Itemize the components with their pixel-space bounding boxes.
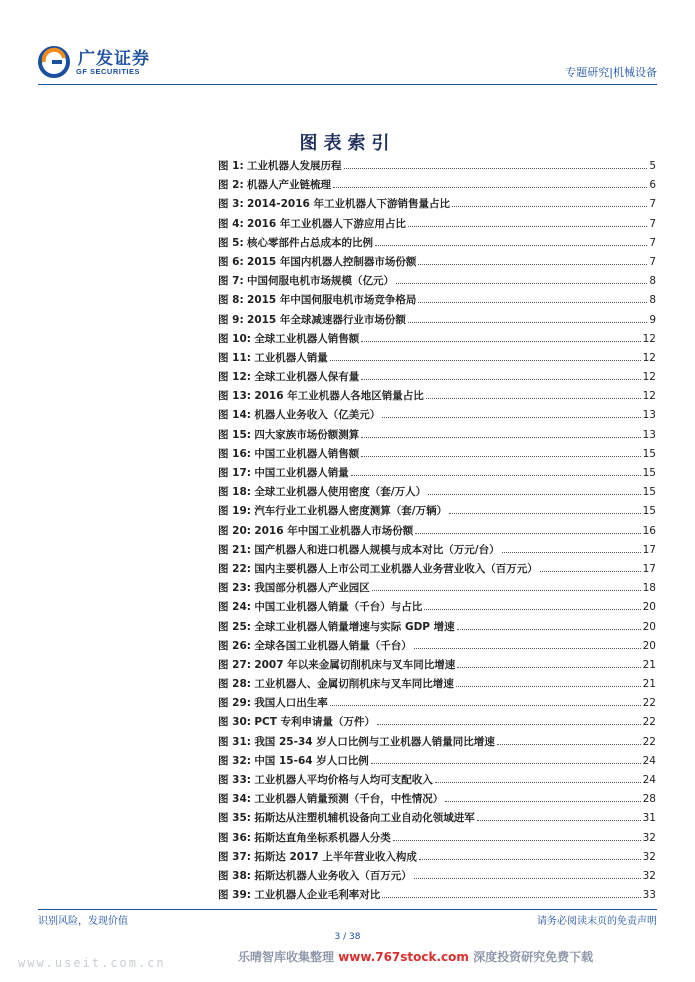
page-number: 3 / 38 (334, 932, 361, 942)
toc-row[interactable] (218, 657, 656, 676)
toc-label (218, 849, 417, 864)
toc-row[interactable] (218, 542, 656, 561)
toc-label (218, 695, 328, 710)
figure-number: 图 22: (218, 562, 251, 575)
figure-title: PCT 专利申请量（万件） (254, 716, 376, 729)
dot-leader (396, 283, 647, 284)
dot-leader (456, 686, 641, 687)
toc-label (218, 196, 450, 211)
dot-leader (414, 878, 641, 879)
report-category: 专题研究|机械设备 (565, 66, 657, 79)
dot-leader (540, 571, 641, 572)
toc-row[interactable] (218, 849, 656, 868)
figure-number: 图 29: (218, 697, 251, 710)
dot-leader (449, 513, 640, 514)
page-ref: 7 (649, 217, 656, 230)
figure-title: 中国 15-64 岁人口比例 (254, 754, 369, 767)
figure-number: 图 1: (218, 160, 244, 172)
figure-title: 工业机器人销量 (254, 351, 328, 364)
toc-row[interactable] (218, 484, 656, 503)
toc-label (218, 292, 416, 307)
footer-slogan: 识别风险，发现价值 (38, 916, 128, 927)
toc-label (218, 427, 359, 442)
figure-number: 图 27: (218, 658, 251, 671)
figure-number: 图 5: (218, 236, 244, 249)
figure-title: 我国 25-34 岁人口比例与工业机器人销量同比增速 (254, 735, 495, 748)
toc-row[interactable] (218, 619, 656, 638)
page-ref: 15 (642, 447, 656, 460)
toc-label (218, 810, 475, 825)
toc-label (218, 312, 406, 327)
dot-leader (457, 667, 640, 668)
dot-leader (435, 782, 641, 783)
dot-leader (502, 552, 641, 553)
toc-label (218, 561, 538, 576)
figure-number: 图 37: (218, 850, 251, 863)
figure-title: 2015 年国内机器人控制器市场份额 (247, 255, 417, 268)
figure-number: 图 33: (218, 774, 251, 786)
page-ref: 6 (649, 179, 656, 192)
figure-number: 图 2: (218, 179, 244, 192)
figure-number: 图 25: (218, 620, 251, 633)
watermark-url[interactable]: www.767stock.com (338, 950, 469, 964)
page-ref: 15 (642, 505, 656, 518)
figure-title: 2016 年中国工业机器人市场份额 (254, 524, 414, 537)
toc-label (218, 830, 391, 845)
toc-label (218, 753, 369, 768)
figure-title: 机器人产业链梳理 (247, 179, 332, 192)
dot-leader (415, 533, 640, 534)
toc-row[interactable] (218, 810, 656, 829)
figure-title: 工业机器人、金属切削机床与叉车同比增速 (254, 678, 454, 691)
figure-title: 汽车行业工业机器人密度测算（套/万辆） (254, 505, 448, 518)
toc-row[interactable] (218, 714, 656, 733)
toc-row[interactable] (218, 753, 656, 772)
figure-number: 图 17: (218, 467, 251, 479)
dot-leader (361, 456, 640, 457)
page-ref: 21 (642, 678, 656, 691)
page-ref: 13 (642, 428, 656, 441)
figure-title: 国内主要机器人上市公司工业机器人业务营业收入（百万元） (254, 562, 538, 575)
page-ref: 7 (649, 236, 656, 249)
toc-row[interactable] (218, 388, 656, 407)
figure-number: 图 39: (218, 889, 251, 902)
figure-number: 图 32: (218, 754, 251, 767)
toc-row[interactable] (218, 312, 656, 331)
figure-number: 图 7: (218, 275, 244, 288)
toc-row[interactable] (218, 772, 656, 791)
toc-label (218, 868, 412, 883)
dot-leader (419, 859, 641, 860)
figure-number: 图 21: (218, 543, 251, 556)
figure-number: 图 19: (218, 505, 251, 518)
page-ref: 15 (642, 486, 656, 499)
figure-title: 2015 年全球减速器行业市场份额 (247, 313, 406, 326)
dot-leader (414, 648, 641, 649)
page-ref: 22 (642, 735, 656, 748)
dot-leader (445, 801, 640, 802)
toc-row[interactable] (218, 273, 656, 292)
page-ref: 21 (642, 658, 656, 671)
dot-leader (477, 820, 641, 821)
dot-leader (418, 302, 647, 303)
figure-title: 我国人口出生率 (254, 697, 328, 710)
figure-number: 图 6: (218, 255, 244, 268)
figure-title: 全球各国工业机器人销量（千台） (254, 639, 412, 652)
page-ref: 15 (642, 467, 656, 479)
figure-title: 全球工业机器人销量增速与实际 GDP 增速 (254, 620, 455, 633)
toc-row[interactable] (218, 695, 656, 714)
toc-row[interactable] (218, 868, 656, 887)
footer-divider (38, 909, 657, 910)
page-ref: 9 (649, 313, 656, 326)
toc-label (218, 523, 413, 538)
dot-leader (408, 226, 647, 227)
figure-title: 工业机器人发展历程 (247, 160, 342, 172)
figure-number: 图 26: (218, 639, 251, 652)
page-ref: 24 (642, 754, 656, 767)
figure-title: 2014-2016 年工业机器人下游销售量占比 (247, 198, 450, 211)
toc-row[interactable] (218, 599, 656, 618)
toc-row[interactable] (218, 177, 656, 196)
figure-title: 2016 年工业机器人下游应用占比 (247, 217, 406, 230)
dot-leader (428, 494, 640, 495)
dot-leader (452, 206, 647, 207)
page-ref: 32 (642, 850, 656, 863)
toc-row[interactable] (218, 676, 656, 695)
logo-text-en: GF SECURITIES (76, 67, 141, 76)
toc-row[interactable] (218, 523, 656, 542)
figure-number: 图 20: (218, 524, 251, 537)
toc-label (218, 369, 359, 384)
toc-row[interactable] (218, 446, 656, 465)
dot-leader (408, 322, 647, 323)
toc-row[interactable] (218, 292, 656, 311)
page-ref: 32 (642, 831, 656, 844)
dot-leader (382, 897, 640, 898)
figure-title: 拓斯达机器人业务收入（百万元） (254, 869, 412, 882)
toc-label (218, 638, 412, 653)
page-ref: 7 (649, 255, 656, 268)
toc-label (218, 388, 424, 403)
page-ref: 28 (642, 793, 656, 806)
toc-row[interactable] (218, 158, 656, 177)
figure-number: 图 36: (218, 831, 251, 844)
figure-number: 图 13: (218, 390, 251, 403)
toc-label (218, 484, 426, 499)
toc-row[interactable] (218, 465, 656, 484)
toc-row[interactable] (218, 331, 656, 350)
toc-row[interactable] (218, 887, 656, 906)
toc-row[interactable] (218, 407, 656, 426)
figure-title: 四大家族市场份额测算 (254, 428, 360, 441)
page-ref: 13 (642, 409, 656, 422)
figure-number: 图 24: (218, 601, 251, 614)
toc-row[interactable] (218, 830, 656, 849)
figure-number: 图 16: (218, 447, 251, 460)
toc-label (218, 772, 433, 787)
figure-number: 图 8: (218, 294, 244, 307)
page-ref: 8 (649, 294, 656, 307)
page-ref: 17 (642, 562, 656, 575)
page-ref: 7 (649, 198, 656, 211)
dot-leader (330, 705, 641, 706)
toc-label (218, 216, 406, 231)
toc-row[interactable] (218, 235, 656, 254)
toc-label (218, 599, 422, 614)
figure-title: 中国工业机器人销量 (254, 467, 349, 479)
figure-title: 2016 年工业机器人各地区销量占比 (254, 390, 424, 403)
figure-title: 工业机器人销量预测（千台，中性情况） (254, 793, 444, 806)
figure-title: 全球工业机器人使用密度（套/万人） (254, 486, 427, 499)
page-ref: 18 (642, 582, 656, 595)
toc-label (218, 676, 454, 691)
figure-title: 核心零部件占总成本的比例 (247, 236, 374, 249)
gf-logo-mark-icon (38, 46, 70, 78)
toc-label (218, 791, 443, 806)
toc-label (218, 580, 370, 595)
figure-title: 2015 年中国伺服电机市场竞争格局 (247, 294, 417, 307)
figure-number: 图 15: (218, 428, 251, 441)
toc-label (218, 542, 500, 557)
figure-number: 图 11: (218, 351, 251, 364)
figure-number: 图 18: (218, 486, 251, 499)
dot-leader (361, 341, 640, 342)
page-ref: 32 (642, 869, 656, 882)
footer-disclaimer: 请务必阅读末页的免责声明 (537, 916, 657, 927)
logo-text-cn: 广发证券 (78, 49, 150, 69)
figure-title: 我国部分机器人产业园区 (254, 582, 370, 595)
toc-row[interactable] (218, 350, 656, 369)
dot-leader (457, 629, 641, 630)
page-ref: 16 (642, 524, 656, 537)
page-title: 图表索引 (299, 133, 396, 154)
page-ref: 12 (642, 371, 656, 384)
dot-leader (382, 417, 640, 418)
watermark-banner (238, 948, 593, 965)
toc-label (218, 158, 342, 173)
toc-label (218, 465, 349, 480)
page-ref: 24 (642, 774, 656, 786)
dot-leader (351, 475, 641, 476)
figure-title: 中国伺服电机市场规模（亿元） (247, 275, 395, 288)
gf-securities-logo (38, 44, 158, 80)
figure-number: 图 38: (218, 869, 251, 882)
dot-leader (333, 187, 647, 188)
figure-title: 中国工业机器人销量（千台）与占比 (254, 601, 423, 614)
dot-leader (424, 609, 640, 610)
dot-leader (361, 437, 640, 438)
toc-row[interactable] (218, 638, 656, 657)
figure-number: 图 31: (218, 735, 251, 748)
toc-label (218, 177, 331, 192)
dot-leader (393, 840, 641, 841)
page-ref: 12 (642, 390, 656, 403)
watermark-suffix: 深度投资研究免费下载 (468, 950, 594, 964)
toc-label (218, 331, 359, 346)
toc-label (218, 657, 455, 672)
page-ref: 12 (642, 351, 656, 364)
toc-row[interactable] (218, 791, 656, 810)
figure-title: 机器人业务收入（亿美元） (254, 409, 381, 422)
figure-title: 全球工业机器人销售额 (254, 332, 360, 345)
dot-leader (372, 590, 641, 591)
toc-row[interactable] (218, 427, 656, 446)
figure-title: 拓斯达直角坐标系机器人分类 (254, 831, 391, 844)
figure-number: 图 9: (218, 313, 244, 326)
figure-title: 工业机器人平均价格与人均可支配收入 (254, 774, 433, 786)
page-ref: 33 (642, 889, 656, 902)
page-ref: 12 (642, 332, 656, 345)
page-ref: 20 (642, 620, 656, 633)
toc-label (218, 887, 380, 902)
page-ref: 8 (649, 275, 656, 288)
page-ref: 5 (649, 160, 656, 172)
toc-label (218, 503, 447, 518)
figure-title: 2007 年以来金属切削机床与叉车同比增速 (254, 658, 456, 671)
toc-label (218, 619, 455, 634)
figure-number: 图 30: (218, 716, 251, 729)
dot-leader (330, 360, 641, 361)
toc-row[interactable] (218, 734, 656, 753)
toc-label (218, 273, 394, 288)
dot-leader (377, 724, 641, 725)
header-divider (38, 84, 657, 85)
figure-title: 拓斯达 2017 上半年营业收入构成 (254, 850, 417, 863)
toc-label (218, 407, 380, 422)
figure-index-list (218, 158, 656, 906)
toc-row[interactable] (218, 254, 656, 273)
page-ref: 20 (642, 639, 656, 652)
watermark-left: www.useit.com.cn (18, 956, 166, 970)
toc-row[interactable] (218, 216, 656, 235)
figure-title: 工业机器人企业毛利率对比 (254, 889, 381, 902)
dot-leader (497, 744, 641, 745)
toc-label (218, 254, 416, 269)
figure-number: 图 35: (218, 812, 251, 825)
toc-label (218, 734, 495, 749)
figure-number: 图 28: (218, 678, 251, 691)
page-ref: 22 (642, 697, 656, 710)
figure-title: 中国工业机器人销售额 (254, 447, 360, 460)
page-ref: 22 (642, 716, 656, 729)
figure-number: 图 10: (218, 332, 251, 345)
figure-number: 图 23: (218, 582, 251, 595)
figure-number: 图 3: (218, 198, 244, 211)
page-ref: 20 (642, 601, 656, 614)
toc-row[interactable] (218, 196, 656, 215)
figure-number: 图 4: (218, 217, 244, 230)
figure-title: 拓斯达从注塑机辅机设备向工业自动化领域进军 (254, 812, 475, 825)
toc-row[interactable] (218, 561, 656, 580)
figure-title: 国产机器人和进口机器人规模与成本对比（万元/台） (254, 543, 500, 556)
dot-leader (418, 264, 647, 265)
figure-number: 图 34: (218, 793, 251, 806)
toc-row[interactable] (218, 369, 656, 388)
dot-leader (371, 763, 641, 764)
figure-title: 全球工业机器人保有量 (254, 371, 360, 384)
page-ref: 17 (642, 543, 656, 556)
page-ref: 31 (642, 812, 656, 825)
dot-leader (344, 168, 648, 169)
dot-leader (426, 398, 641, 399)
dot-leader (375, 245, 647, 246)
figure-number: 图 14: (218, 409, 251, 422)
toc-label (218, 446, 359, 461)
toc-row[interactable] (218, 580, 656, 599)
figure-number: 图 12: (218, 371, 251, 384)
toc-row[interactable] (218, 503, 656, 522)
toc-label (218, 235, 373, 250)
toc-label (218, 350, 328, 365)
toc-label (218, 714, 375, 729)
dot-leader (361, 379, 640, 380)
watermark-prefix: 乐晴智库收集整理 (238, 950, 339, 964)
